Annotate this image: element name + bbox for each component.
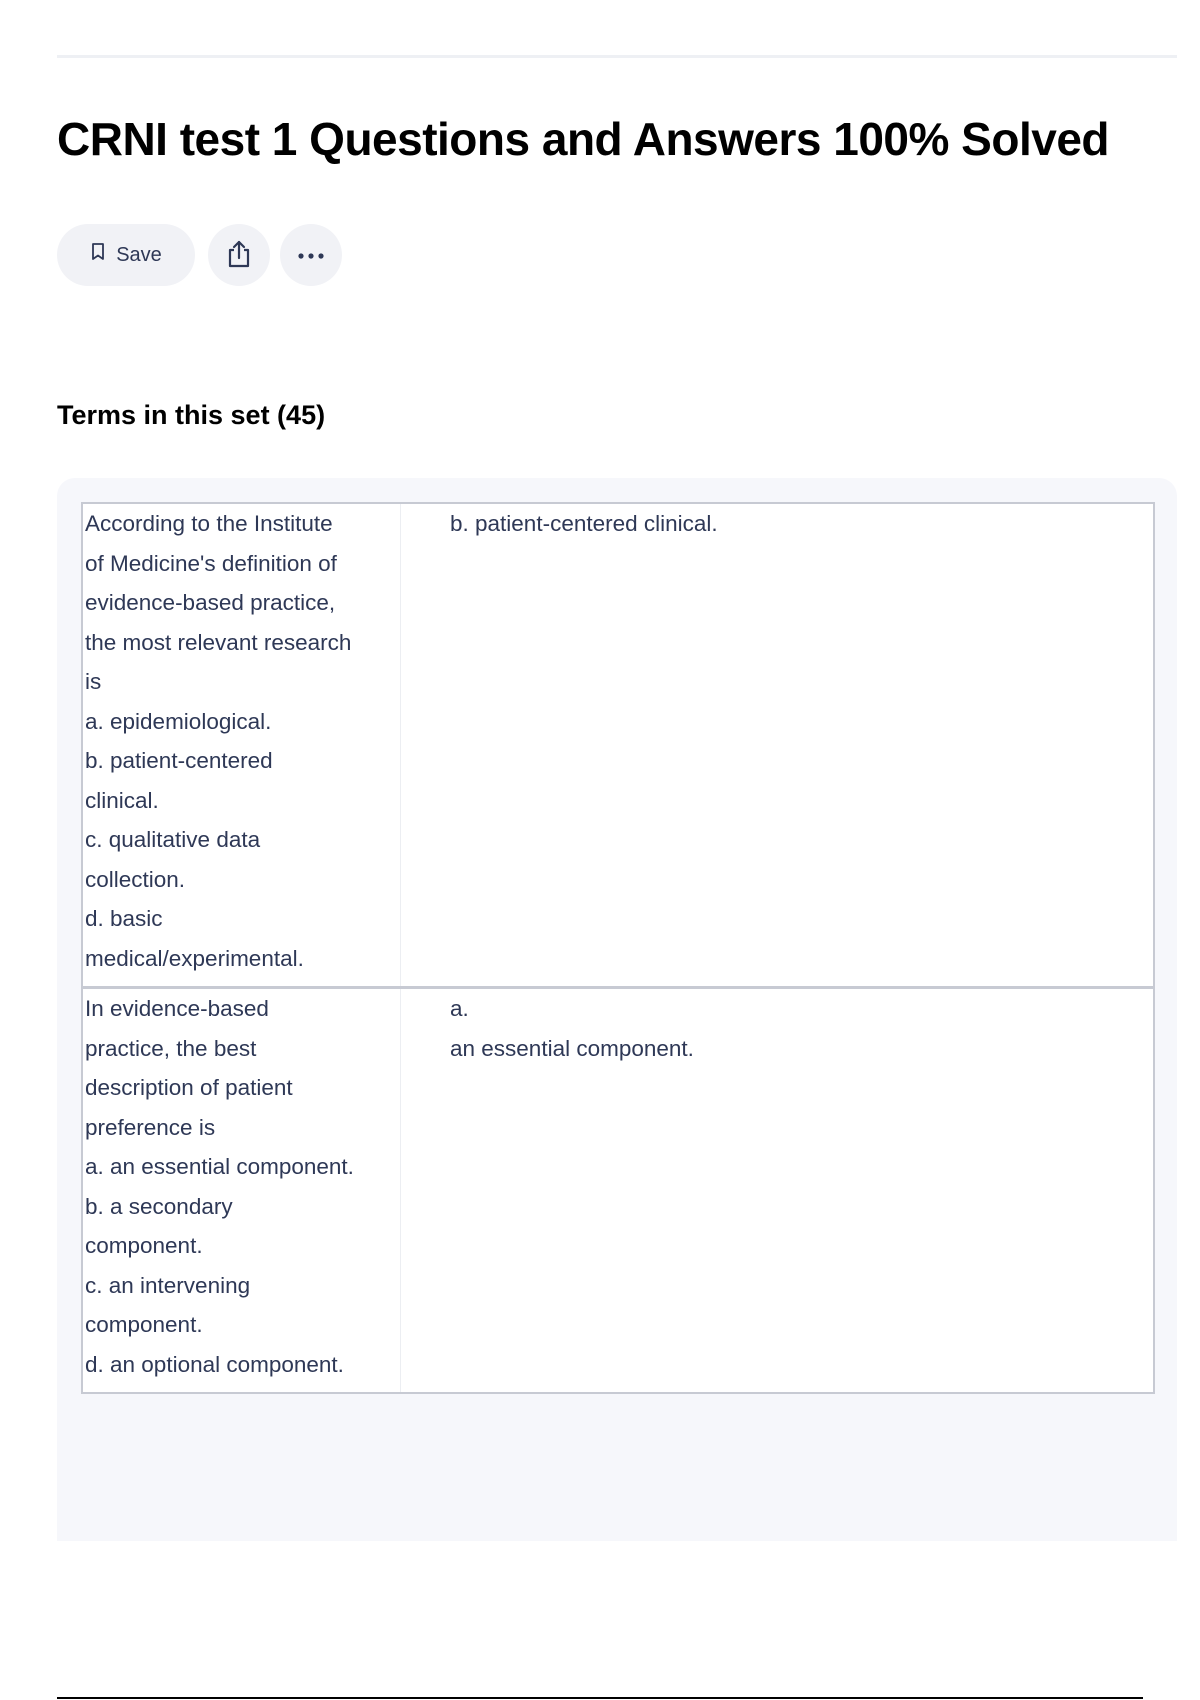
term-line: component.	[85, 1312, 203, 1337]
share-icon	[225, 239, 253, 272]
definition-line: a.	[450, 996, 469, 1021]
bookmark-icon	[90, 242, 106, 268]
top-divider	[57, 55, 1177, 58]
term-line: collection.	[85, 866, 186, 892]
terms-panel	[57, 478, 1177, 1541]
term-line: a. an essential component.	[85, 1154, 354, 1179]
more-options-icon	[296, 248, 326, 263]
term-line: preference is	[85, 1114, 216, 1140]
save-button[interactable]	[57, 224, 195, 286]
definition-line: b. patient-centered clinical.	[450, 511, 718, 536]
term-card-row	[83, 504, 1153, 986]
term-line: b. patient-centered	[85, 748, 273, 773]
term-line: evidence-based practice,	[85, 590, 336, 615]
term-line: b. a secondary	[85, 1193, 233, 1219]
definition-text	[401, 989, 1153, 1392]
term-line: of Medicine's definition of	[85, 550, 337, 576]
page-title: CRNI test 1 Questions and Answers 100% Solved	[57, 113, 1110, 165]
terms-table	[81, 502, 1155, 1394]
term-line: description of patient	[85, 1075, 293, 1100]
term-line: the most relevant research	[85, 629, 352, 655]
term-line: component.	[85, 1233, 203, 1258]
term-line: d. basic	[85, 906, 163, 931]
term-card-row	[83, 986, 1153, 1392]
term-line: is	[85, 669, 102, 694]
term-line: d. an optional component.	[85, 1351, 344, 1377]
term-line: c. an intervening	[85, 1272, 251, 1298]
term-line: practice, the best	[85, 1035, 257, 1061]
term-line: a. epidemiological.	[85, 708, 272, 734]
term-text	[83, 504, 401, 986]
save-button-label: Save	[116, 243, 162, 266]
term-line: medical/experimental.	[85, 945, 304, 971]
term-line: c. qualitative data	[85, 827, 261, 852]
definition-text	[401, 504, 1153, 986]
bottom-divider	[57, 1697, 1143, 1699]
terms-heading: Terms in this set (45)	[57, 400, 326, 430]
term-text	[83, 989, 401, 1392]
term-line: In evidence-based	[85, 996, 269, 1021]
term-line: clinical.	[85, 787, 159, 813]
term-line: According to the Institute	[85, 511, 333, 536]
definition-line: an essential component.	[450, 1035, 694, 1061]
more-options-button[interactable]	[280, 224, 342, 286]
share-button[interactable]	[208, 224, 270, 286]
